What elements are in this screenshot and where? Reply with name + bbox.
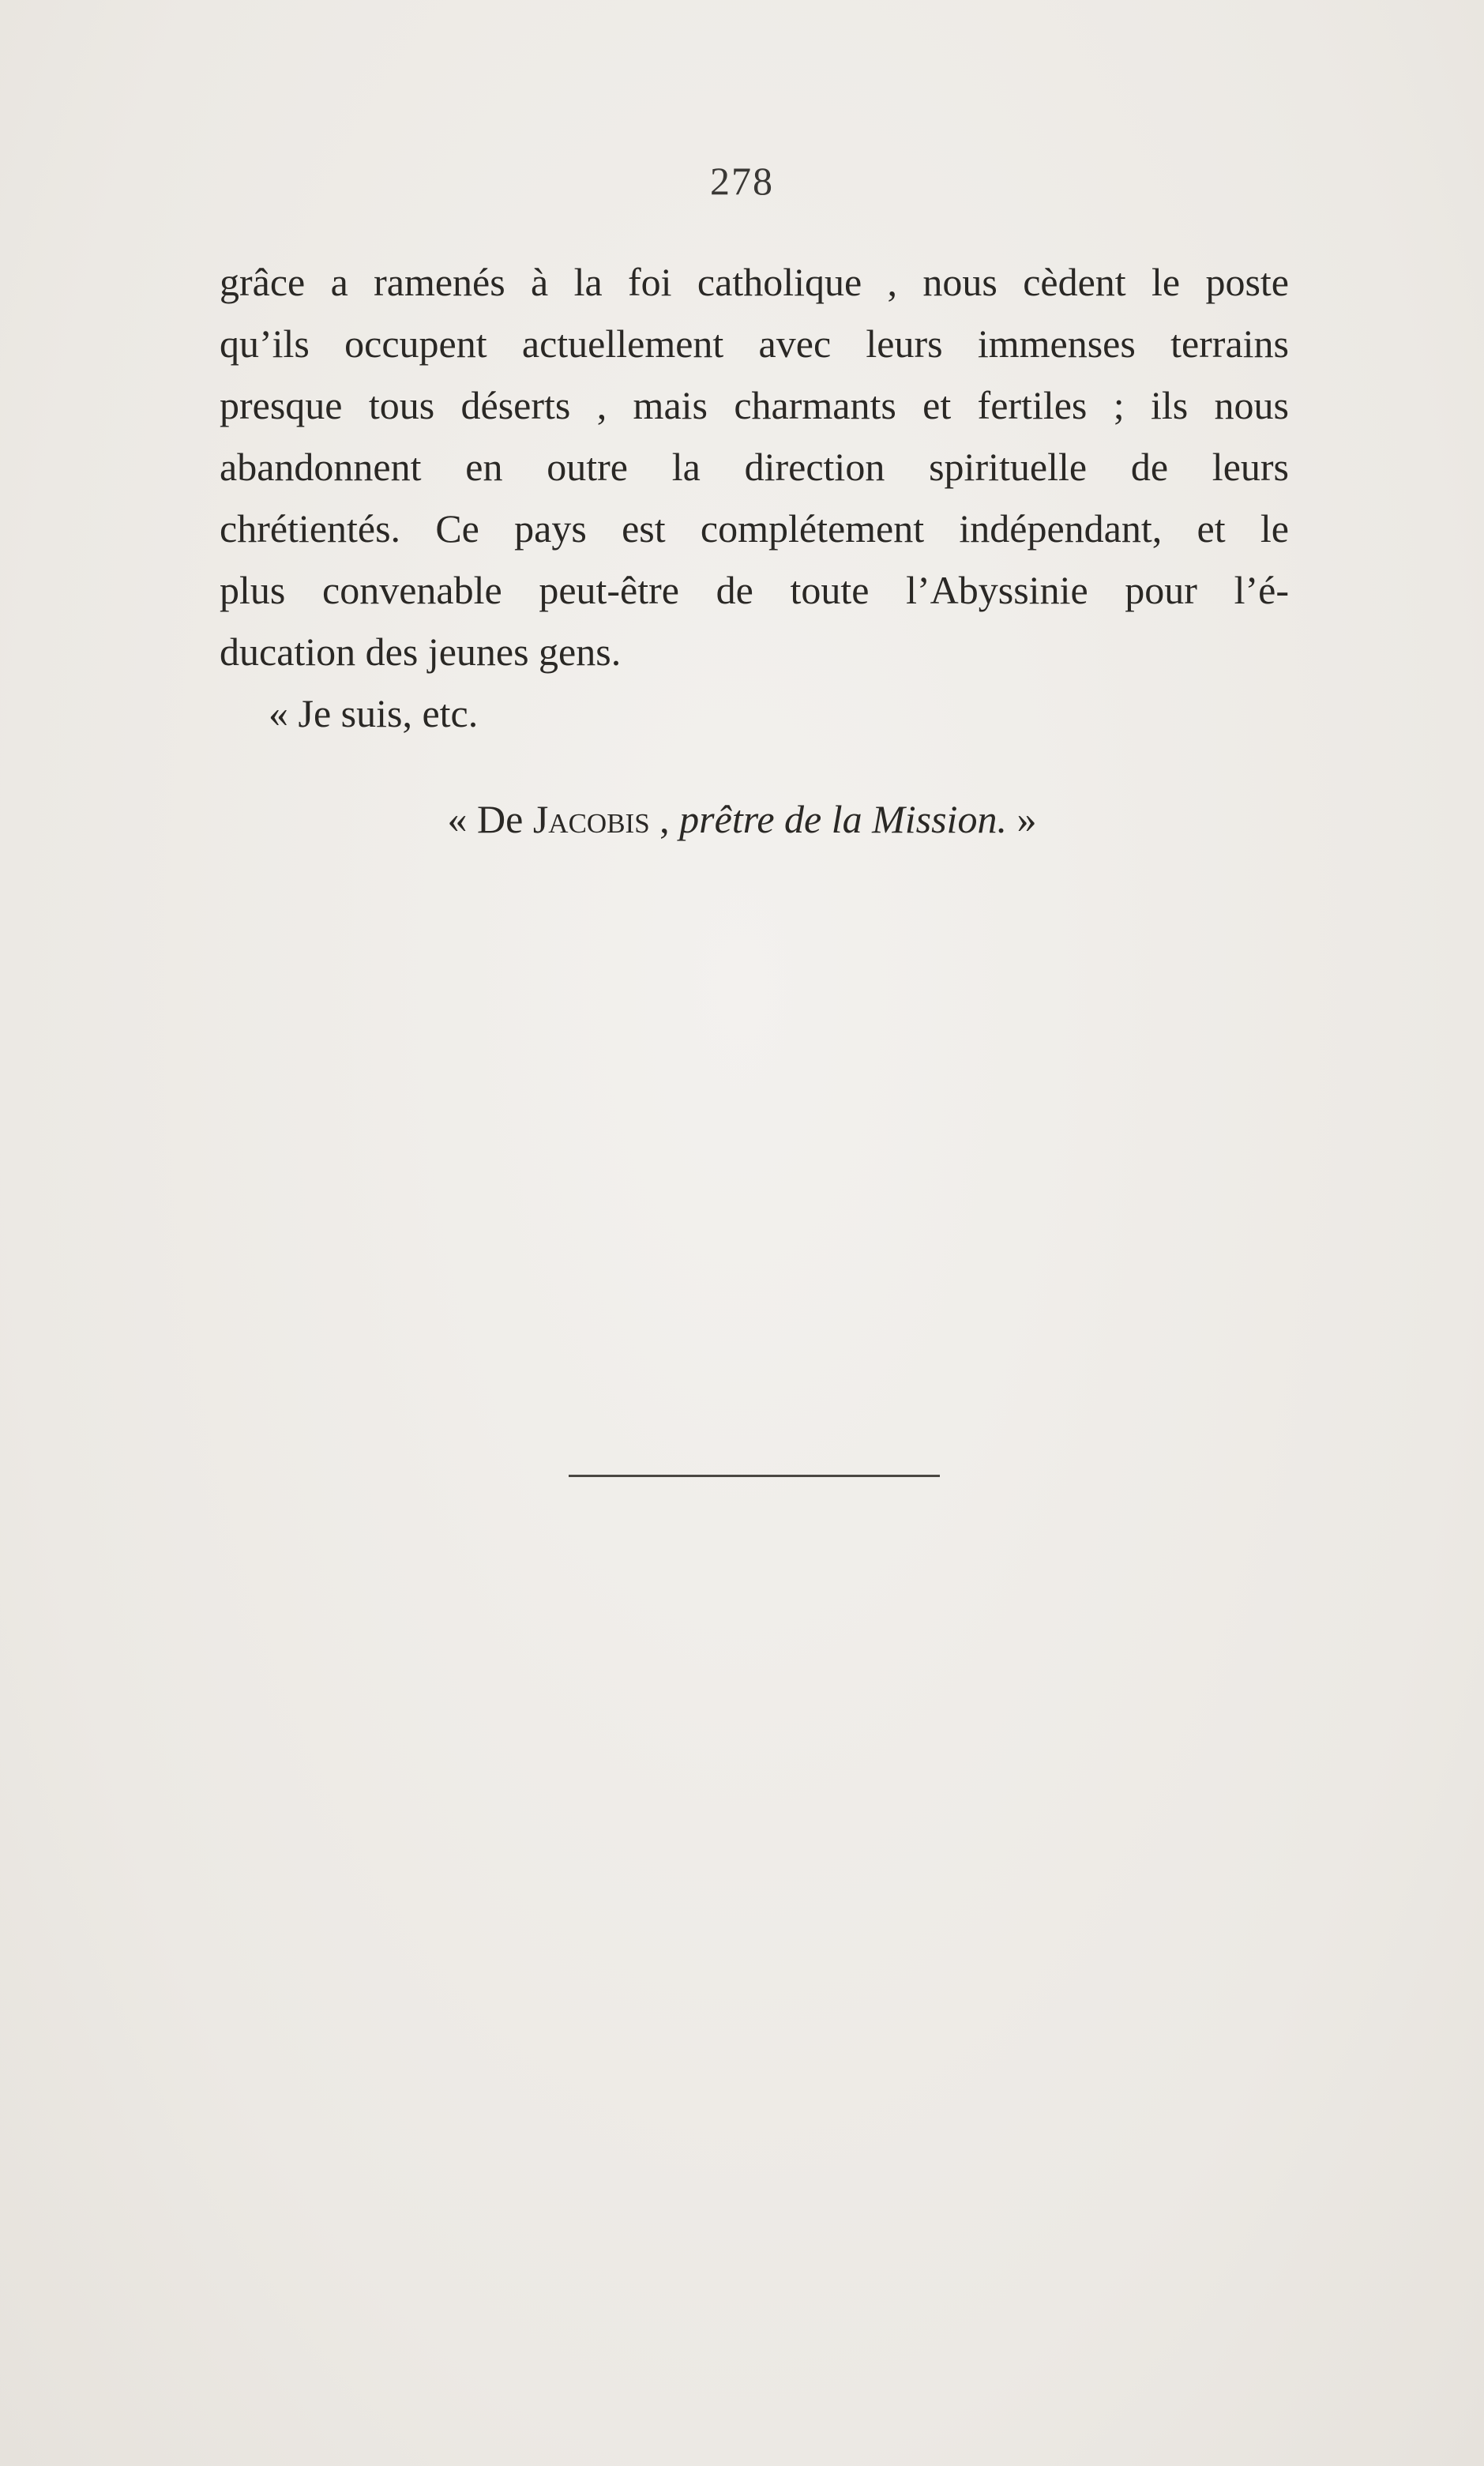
text-line: chrétientés. Ce pays est complétement indépendant, et le: [220, 506, 1289, 551]
signature-role: prêtre de la Mission.: [679, 797, 1007, 841]
text-line: abandonnent en outre la direction spirituelle de leurs: [220, 445, 1289, 489]
signature-separator: ,: [649, 797, 680, 841]
signature-open: « De: [447, 797, 524, 841]
signature: [0, 796, 1484, 842]
text-line: presque tous déserts , mais charmants et fertiles ; ils nous: [220, 383, 1289, 427]
signature-close: »: [1006, 797, 1037, 841]
text-line: ducation des jeunes gens.: [220, 630, 622, 674]
page-number: 278: [710, 159, 774, 203]
text-line: qu’ils occupent actuellement avec leurs immenses terrains: [220, 321, 1289, 366]
body-text: [220, 251, 1289, 744]
section-divider: [569, 1475, 940, 1477]
signature-name: Jacobis: [532, 797, 650, 841]
text-line: plus convenable peut-être de toute l’Abyssinie pour l’é-: [220, 568, 1289, 612]
text-line: grâce a ramenés à la foi catholique , nous cèdent le poste: [220, 260, 1289, 304]
closing-line: « Je suis, etc.: [269, 691, 479, 735]
